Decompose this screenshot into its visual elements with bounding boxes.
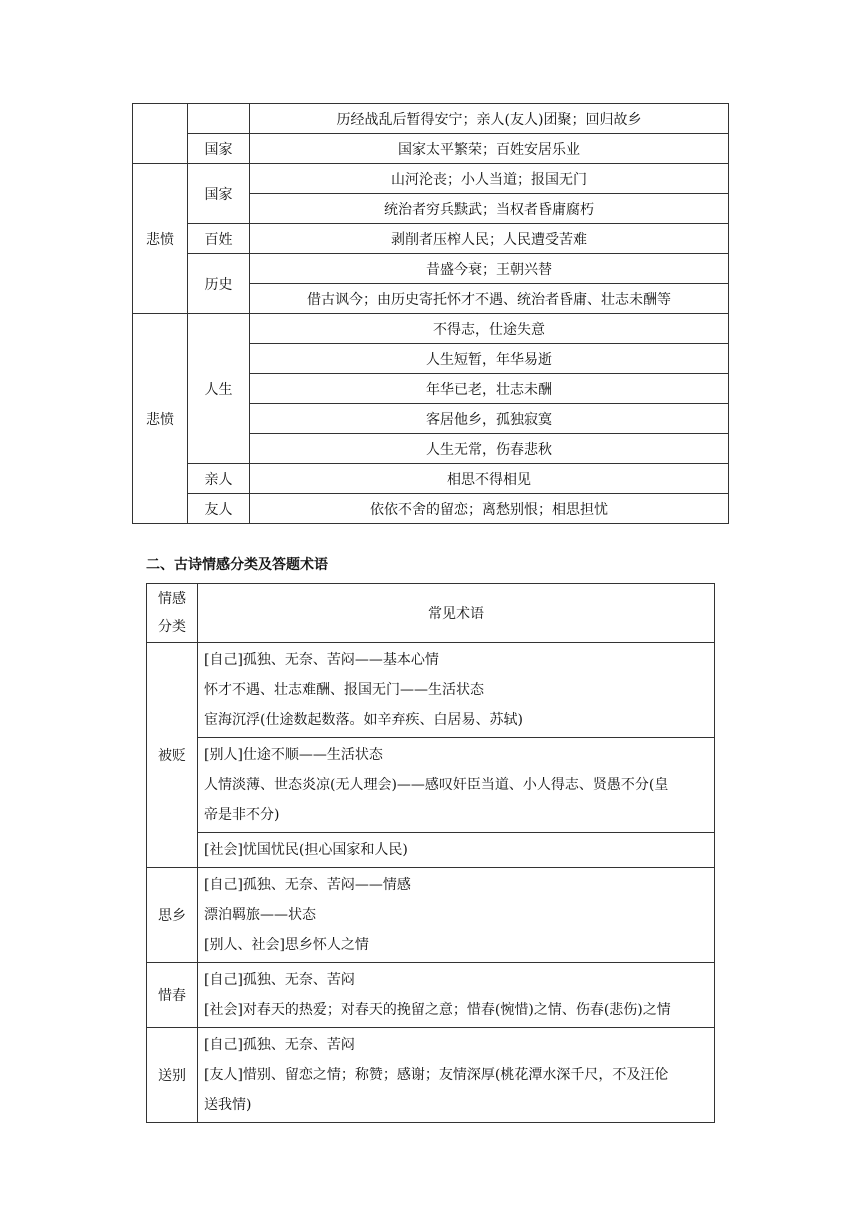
header-category-line: 情感 bbox=[158, 591, 186, 607]
subcategory-cell bbox=[188, 104, 250, 134]
description-cell: 剥削者压榨人民；人民遭受苦难 bbox=[250, 224, 729, 254]
emotion-terms-table bbox=[146, 583, 715, 1123]
subcategory-cell: 人生 bbox=[188, 314, 250, 464]
term-line: 送我情) bbox=[204, 1097, 252, 1113]
category-cell: 送别 bbox=[147, 1028, 198, 1123]
table-row bbox=[133, 464, 729, 494]
category-cell: 悲愤 bbox=[133, 314, 188, 524]
table-row bbox=[133, 494, 729, 524]
term-line: [友人]惜别、留恋之情；称赞；感谢；友情深厚(桃花潭水深千尺，不及汪伦 bbox=[204, 1067, 669, 1083]
description-cell: 年华已老，壮志未酬 bbox=[250, 374, 729, 404]
terms-cell bbox=[198, 643, 715, 738]
table-row bbox=[147, 868, 715, 963]
table-row bbox=[133, 104, 729, 134]
description-cell: 人生无常，伤春悲秋 bbox=[250, 434, 729, 464]
table-row bbox=[147, 738, 715, 833]
category-cell bbox=[133, 104, 188, 164]
subcategory-cell: 友人 bbox=[188, 494, 250, 524]
term-line: [别人]仕途不顺——生活状态 bbox=[204, 747, 383, 763]
description-cell: 历经战乱后暂得安宁；亲人(友人)团聚；回归故乡 bbox=[250, 104, 729, 134]
subcategory-cell: 国家 bbox=[188, 134, 250, 164]
term-line: 宦海沉浮(仕途数起数落。如辛弃疾、白居易、苏轼) bbox=[204, 712, 523, 728]
table-row bbox=[133, 224, 729, 254]
subcategory-cell: 历史 bbox=[188, 254, 250, 314]
description-cell: 依依不舍的留恋；离愁别恨；相思担忧 bbox=[250, 494, 729, 524]
header-terms-cell: 常见术语 bbox=[198, 584, 715, 643]
description-cell: 借古讽今；由历史寄托怀才不遇、统治者昏庸、壮志未酬等 bbox=[250, 284, 729, 314]
table-row bbox=[147, 643, 715, 738]
description-cell: 客居他乡，孤独寂寞 bbox=[250, 404, 729, 434]
table-row bbox=[147, 963, 715, 1028]
description-cell: 统治者穷兵黩武；当权者昏庸腐朽 bbox=[250, 194, 729, 224]
emotion-table-continued bbox=[132, 103, 729, 524]
terms-cell bbox=[198, 868, 715, 963]
description-cell: 国家太平繁荣；百姓安居乐业 bbox=[250, 134, 729, 164]
term-line: 人情淡薄、世态炎凉(无人理会)——感叹奸臣当道、小人得志、贤愚不分(皇 bbox=[204, 777, 669, 793]
header-category-line: 分类 bbox=[158, 619, 186, 635]
subcategory-cell: 百姓 bbox=[188, 224, 250, 254]
table-row bbox=[133, 314, 729, 344]
terms-cell bbox=[198, 963, 715, 1028]
table-row bbox=[133, 134, 729, 164]
term-line: 帝是非不分) bbox=[204, 807, 280, 823]
term-line: [自己]孤独、无奈、苦闷——情感 bbox=[204, 877, 411, 893]
subcategory-cell: 亲人 bbox=[188, 464, 250, 494]
terms-cell bbox=[198, 833, 715, 868]
table-header-row bbox=[147, 584, 715, 643]
term-line: [自己]孤独、无奈、苦闷 bbox=[204, 972, 355, 988]
terms-cell bbox=[198, 738, 715, 833]
category-cell: 惜春 bbox=[147, 963, 198, 1028]
category-cell: 思乡 bbox=[147, 868, 198, 963]
section-title: 二、古诗情感分类及答题术语 bbox=[146, 557, 328, 573]
description-cell: 昔盛今衰；王朝兴替 bbox=[250, 254, 729, 284]
category-cell: 被贬 bbox=[147, 643, 198, 868]
description-cell: 不得志，仕途失意 bbox=[250, 314, 729, 344]
term-line: 漂泊羁旅——状态 bbox=[204, 907, 316, 923]
table-row bbox=[133, 254, 729, 284]
table-row bbox=[147, 1028, 715, 1123]
term-line: [社会]忧国忧民(担心国家和人民) bbox=[204, 842, 408, 858]
terms-cell bbox=[198, 1028, 715, 1123]
term-line: [自己]孤独、无奈、苦闷 bbox=[204, 1037, 355, 1053]
term-line: [社会]对春天的热爱；对春天的挽留之意；惜春(惋惜)之情、伤春(悲伤)之情 bbox=[204, 1002, 671, 1018]
description-cell: 人生短暂，年华易逝 bbox=[250, 344, 729, 374]
header-category-cell bbox=[147, 584, 198, 643]
category-cell: 悲愤 bbox=[133, 164, 188, 314]
subcategory-cell: 国家 bbox=[188, 164, 250, 224]
description-cell: 山河沦丧；小人当道；报国无门 bbox=[250, 164, 729, 194]
term-line: 怀才不遇、壮志难酬、报国无门——生活状态 bbox=[204, 682, 484, 698]
table-row bbox=[133, 164, 729, 194]
term-line: [别人、社会]思乡怀人之情 bbox=[204, 937, 369, 953]
term-line: [自己]孤独、无奈、苦闷——基本心情 bbox=[204, 652, 439, 668]
description-cell: 相思不得相见 bbox=[250, 464, 729, 494]
table-row bbox=[147, 833, 715, 868]
